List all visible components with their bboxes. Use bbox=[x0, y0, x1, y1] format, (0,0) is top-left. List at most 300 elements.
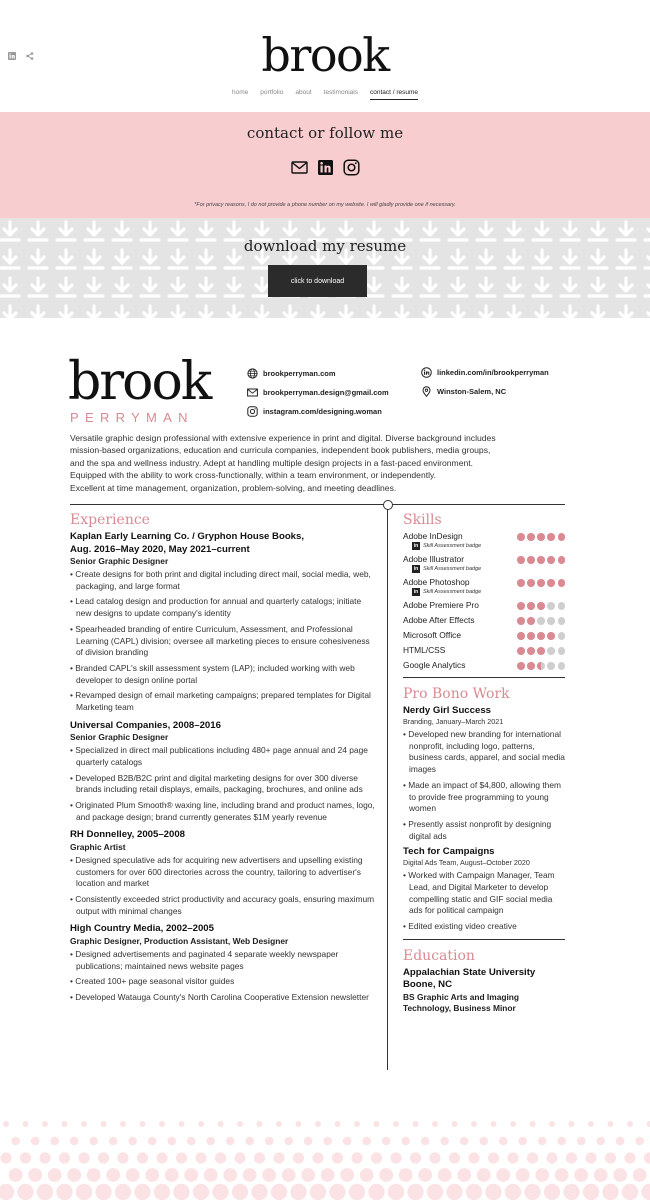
footer-dot bbox=[471, 1121, 477, 1127]
footer-dot bbox=[37, 1184, 53, 1200]
footer-dot bbox=[449, 1152, 460, 1163]
footer-dot bbox=[569, 1121, 575, 1127]
footer-dot bbox=[134, 1184, 150, 1200]
footer-dot bbox=[585, 1152, 596, 1163]
arrow-down-icon bbox=[421, 278, 439, 296]
footer-dot bbox=[11, 1137, 20, 1146]
contact-section bbox=[0, 112, 650, 218]
footer-dot bbox=[223, 1168, 237, 1182]
arrow-down-icon bbox=[309, 306, 327, 318]
arrow-down-icon bbox=[113, 306, 131, 318]
arrow-down-icon bbox=[477, 278, 495, 296]
job-bullet: • Developed B2B/B2C print and digital marketing designs for over 300 diverse brands including retail displays, emails, packaging, brochures, and online ads bbox=[70, 773, 378, 796]
footer-dot bbox=[421, 1137, 430, 1146]
linkedin-badge-icon: in bbox=[413, 589, 419, 595]
footer-dot bbox=[530, 1121, 536, 1127]
footer-dot bbox=[518, 1137, 527, 1146]
footer-dot bbox=[516, 1168, 530, 1182]
arrow-down-icon bbox=[29, 306, 47, 318]
job-entry bbox=[70, 720, 378, 824]
footer-dot bbox=[362, 1137, 371, 1146]
job-role: Graphic Artist bbox=[70, 841, 126, 852]
footer-dot bbox=[538, 1137, 547, 1146]
arrow-down-icon bbox=[225, 278, 243, 296]
footer-dot bbox=[257, 1121, 263, 1127]
education-degree: Technology, Business Minor bbox=[403, 1003, 516, 1014]
footer-dot bbox=[0, 1152, 11, 1163]
download-resume-button[interactable]: click to download bbox=[268, 265, 367, 297]
rating-dot bbox=[547, 533, 555, 541]
footer-dot bbox=[563, 1184, 579, 1200]
rating-dot bbox=[527, 617, 535, 625]
footer-dot bbox=[452, 1121, 458, 1127]
rating-dot bbox=[558, 647, 566, 655]
footer-dot bbox=[349, 1184, 365, 1200]
footer-dot bbox=[140, 1121, 146, 1127]
footer-dot bbox=[485, 1184, 501, 1200]
contact-website[interactable] bbox=[247, 368, 336, 379]
footer-dot bbox=[89, 1137, 98, 1146]
linkedin-icon[interactable] bbox=[317, 159, 334, 176]
email-icon[interactable] bbox=[291, 159, 308, 176]
resume-document bbox=[0, 318, 650, 1118]
footer-dot bbox=[198, 1121, 204, 1127]
arrow-down-icon bbox=[449, 306, 467, 318]
arrow-down-icon bbox=[645, 306, 650, 318]
contact-email[interactable] bbox=[247, 387, 389, 398]
footer-dot bbox=[457, 1168, 471, 1182]
footer-dot bbox=[557, 1137, 566, 1146]
footer-dot bbox=[399, 1168, 413, 1182]
rating-dot bbox=[558, 533, 566, 541]
linkedin-badge-icon: in bbox=[413, 543, 419, 549]
nav-testimonials[interactable]: testimonials bbox=[323, 89, 358, 96]
skill-badge-text: Skill Assessment badge bbox=[423, 543, 482, 549]
rating-dot bbox=[527, 632, 535, 640]
footer-dot bbox=[535, 1168, 549, 1182]
map-pin-icon bbox=[421, 386, 432, 397]
rating-dot bbox=[537, 662, 545, 670]
skill-rating bbox=[517, 600, 565, 610]
footer-dot bbox=[312, 1152, 323, 1163]
skill-rating bbox=[517, 554, 565, 564]
footer-dot bbox=[588, 1121, 594, 1127]
footer-dot bbox=[179, 1121, 185, 1127]
skill-row bbox=[403, 630, 565, 641]
job-entry bbox=[70, 531, 378, 714]
footer-dot bbox=[524, 1184, 540, 1200]
probono-meta: Digital Ads Team, August–October 2020 bbox=[403, 858, 530, 868]
footer-dot bbox=[382, 1137, 391, 1146]
job-bullet: • Branded CAPL's skill assessment system (LAP); included working with web developer to design online portal bbox=[70, 663, 378, 686]
footer-dot bbox=[468, 1152, 479, 1163]
footer-dot bbox=[176, 1152, 187, 1163]
footer-dot bbox=[262, 1168, 276, 1182]
footer-dot bbox=[9, 1168, 23, 1182]
footer-dot bbox=[195, 1152, 206, 1163]
footer-dot bbox=[167, 1137, 176, 1146]
footer-dot bbox=[354, 1121, 360, 1127]
arrow-down-icon bbox=[113, 278, 131, 296]
nav-portfolio[interactable]: portfolio bbox=[260, 89, 284, 96]
skill-rating bbox=[517, 577, 565, 587]
footer-dot bbox=[496, 1168, 510, 1182]
arrow-down-icon bbox=[29, 278, 47, 296]
skill-name: Adobe Photoshop bbox=[403, 577, 470, 587]
footer-dot bbox=[594, 1168, 608, 1182]
rating-dot bbox=[527, 602, 535, 610]
nav-contact-resume[interactable]: contact / resume bbox=[370, 89, 418, 100]
probono-bullet: • Developed new branding for international nonprofit, including logo, patterns, business cards, apparel, and social media images bbox=[403, 729, 565, 776]
footer-dot bbox=[117, 1152, 128, 1163]
download-heading: download my resume bbox=[243, 237, 407, 255]
footer-dot bbox=[234, 1152, 245, 1163]
probono-bullet: • Edited existing video creative bbox=[403, 921, 565, 933]
section-divider bbox=[403, 677, 565, 678]
privacy-note: *For privacy reasons, I do not provide a phone number on my website. I will gladly provide one if necessary. bbox=[194, 202, 456, 208]
footer-dot bbox=[70, 1137, 79, 1146]
footer-dot bbox=[128, 1137, 137, 1146]
arrow-down-icon bbox=[449, 278, 467, 296]
probono-meta: Branding, January–March 2021 bbox=[403, 717, 504, 726]
download-section bbox=[0, 218, 650, 318]
footer-dot bbox=[23, 1121, 29, 1127]
resume-first-name: brook bbox=[68, 352, 211, 412]
experience-column bbox=[70, 512, 378, 1010]
summary-line: Equipped with the ability to work cross-functionally, within a team environment, or independently. bbox=[70, 470, 437, 481]
footer-dot bbox=[368, 1184, 384, 1200]
job-bullet: • Create designs for both print and digital including direct mail, social media, web, packaging, and large format bbox=[70, 569, 378, 592]
footer-dot bbox=[335, 1121, 341, 1127]
footer-dot bbox=[401, 1137, 410, 1146]
rating-dot bbox=[558, 662, 566, 670]
footer-dot bbox=[360, 1168, 374, 1182]
footer-dot bbox=[596, 1137, 605, 1146]
summary-line: Excellent at time management, organization, problem-solving, and meeting deadlines. bbox=[70, 482, 397, 493]
rating-dot bbox=[547, 632, 555, 640]
footer-dot bbox=[184, 1168, 198, 1182]
arrow-down-icon bbox=[561, 278, 579, 296]
footer-dot bbox=[282, 1168, 296, 1182]
divider-vertical bbox=[387, 504, 388, 1070]
footer-dot bbox=[48, 1168, 62, 1182]
footer-dot bbox=[78, 1152, 89, 1163]
rating-dot bbox=[527, 556, 535, 564]
arrow-down-icon bbox=[617, 306, 635, 318]
job-role: Senior Graphic Designer bbox=[70, 732, 169, 743]
arrow-down-icon bbox=[421, 306, 439, 318]
footer-dot bbox=[329, 1184, 345, 1200]
footer-dot bbox=[42, 1121, 48, 1127]
footer-dot bbox=[622, 1184, 638, 1200]
footer-dot bbox=[237, 1121, 243, 1127]
site-logo[interactable]: brook bbox=[261, 28, 389, 82]
rating-dot bbox=[517, 602, 525, 610]
skill-badge bbox=[412, 542, 565, 550]
footer-dot bbox=[251, 1184, 267, 1200]
contact-instagram[interactable] bbox=[247, 406, 382, 417]
footer-dot bbox=[218, 1121, 224, 1127]
arrow-down-icon bbox=[141, 306, 159, 318]
footer-dot bbox=[374, 1121, 380, 1127]
footer-dot bbox=[340, 1168, 354, 1182]
footer-dot bbox=[427, 1184, 443, 1200]
footer-dot bbox=[321, 1168, 335, 1182]
rating-dot bbox=[527, 647, 535, 655]
arrow-down-icon bbox=[365, 306, 383, 318]
footer-dot bbox=[479, 1137, 488, 1146]
summary-line: and the spa and wellness industry. Adept at handling multiple design projects in a fast-paced environment. bbox=[70, 457, 474, 468]
footer-dot bbox=[351, 1152, 362, 1163]
footer-dot bbox=[332, 1152, 343, 1163]
footer-dot bbox=[432, 1121, 438, 1127]
skill-rating bbox=[517, 660, 565, 670]
footer-dot bbox=[527, 1152, 538, 1163]
rating-dot bbox=[558, 617, 566, 625]
skill-badge bbox=[412, 565, 565, 573]
resume-last-name: PERRYMAN bbox=[70, 410, 194, 425]
skill-row bbox=[403, 615, 565, 626]
summary-line: Versatile graphic design professional with extensive experience in print and digital. Diverse background includes bbox=[70, 433, 496, 443]
footer-dot bbox=[602, 1184, 618, 1200]
skill-row bbox=[403, 660, 565, 671]
rating-dot bbox=[537, 602, 545, 610]
job-bullet: • Designed advertisements and paginated 4 separate weekly newspaper publications; maintained news website pages bbox=[70, 949, 378, 972]
footer-dot bbox=[608, 1121, 614, 1127]
footer-dot bbox=[145, 1168, 159, 1182]
education-school: Appalachian State University bbox=[403, 966, 536, 978]
email-icon bbox=[247, 387, 258, 398]
rating-dot bbox=[537, 632, 545, 640]
linkedin-badge-icon: in bbox=[413, 566, 419, 572]
footer-dot bbox=[39, 1152, 50, 1163]
arrow-down-icon bbox=[561, 306, 579, 318]
footer-dot bbox=[371, 1152, 382, 1163]
email-text: brookperryman.design@gmail.com bbox=[263, 388, 389, 397]
footer-dot bbox=[87, 1168, 101, 1182]
arrow-down-icon bbox=[337, 306, 355, 318]
skill-name: Adobe Premiere Pro bbox=[403, 600, 479, 610]
footer-dot bbox=[159, 1121, 165, 1127]
linkedin-icon bbox=[421, 367, 432, 378]
footer-dot bbox=[438, 1168, 452, 1182]
footer-dot bbox=[56, 1184, 72, 1200]
footer-dot bbox=[460, 1137, 469, 1146]
probono-entry bbox=[403, 846, 565, 933]
probono-entry bbox=[403, 705, 565, 842]
rating-dot bbox=[547, 556, 555, 564]
footer-dot bbox=[583, 1184, 599, 1200]
job-role: Senior Graphic Designer bbox=[70, 556, 169, 566]
rating-dot bbox=[537, 617, 545, 625]
footer-dot bbox=[613, 1168, 627, 1182]
arrow-down-icon bbox=[253, 306, 271, 318]
probono-bullet: • Made an impact of $4,800, allowing them to provide free programming to young women bbox=[403, 780, 565, 815]
arrow-down-icon bbox=[57, 306, 75, 318]
arrow-down-icon bbox=[281, 306, 299, 318]
footer-dot bbox=[499, 1137, 508, 1146]
nav-about[interactable]: about bbox=[295, 89, 312, 96]
footer-dot bbox=[206, 1137, 215, 1146]
rating-dot bbox=[517, 647, 525, 655]
rating-dot bbox=[537, 579, 545, 587]
arrow-down-icon bbox=[365, 278, 383, 296]
footer-dot bbox=[284, 1137, 293, 1146]
arrow-down-icon bbox=[645, 278, 650, 296]
footer-dot bbox=[20, 1152, 31, 1163]
footer-dot bbox=[477, 1168, 491, 1182]
footer-dot bbox=[574, 1168, 588, 1182]
footer-dot bbox=[466, 1184, 482, 1200]
footer-dot bbox=[440, 1137, 449, 1146]
section-divider bbox=[403, 939, 565, 940]
skill-name: Adobe Illustrator bbox=[403, 554, 464, 564]
footer-dot bbox=[115, 1184, 131, 1200]
footer-dot bbox=[616, 1137, 625, 1146]
footer-dot bbox=[507, 1152, 518, 1163]
rating-dot bbox=[537, 647, 545, 655]
job-company: Kaplan Early Learning Co. / Gryphon House Books, bbox=[70, 531, 305, 542]
footer-dot bbox=[156, 1152, 167, 1163]
footer-dot bbox=[505, 1184, 521, 1200]
instagram-text: instagram.com/designing.woman bbox=[263, 407, 382, 416]
skill-row bbox=[403, 600, 565, 611]
arrow-down-icon bbox=[533, 278, 551, 296]
job-entry bbox=[70, 923, 378, 1003]
job-company: High Country Media, 2002–2005 bbox=[70, 923, 214, 935]
footer-dot bbox=[605, 1152, 616, 1163]
job-role: Graphic Designer, Production Assistant, Web Designer bbox=[70, 935, 289, 946]
arrow-down-icon bbox=[505, 278, 523, 296]
resume-summary bbox=[70, 432, 570, 494]
footer-dot bbox=[62, 1121, 68, 1127]
footer-dot bbox=[488, 1152, 499, 1163]
arrow-down-icon bbox=[477, 306, 495, 318]
footer-dot bbox=[644, 1152, 650, 1163]
footer-dot bbox=[106, 1168, 120, 1182]
contact-heading: contact or follow me bbox=[246, 124, 404, 142]
arrow-down-icon bbox=[505, 306, 523, 318]
rating-dot bbox=[547, 617, 555, 625]
skill-row bbox=[403, 577, 565, 596]
footer-dot bbox=[641, 1184, 650, 1200]
experience-title: Experience bbox=[70, 512, 150, 528]
arrow-down-icon bbox=[197, 278, 215, 296]
divider-node bbox=[383, 500, 393, 510]
job-bullet: • Consistently exceeded strict productivity and accuracy goals, ensuring maximum output with minimal changes bbox=[70, 894, 378, 917]
job-bullet: • Specialized in direct mail publications including 480+ page annual and 24 page quarterly catalogs bbox=[70, 745, 378, 768]
globe-icon bbox=[247, 368, 258, 379]
footer-dot bbox=[204, 1168, 218, 1182]
arrow-down-icon bbox=[57, 278, 75, 296]
nav-home[interactable]: home bbox=[231, 89, 249, 96]
skill-badge bbox=[412, 588, 565, 596]
footer-dot bbox=[126, 1168, 140, 1182]
instagram-icon bbox=[247, 406, 258, 417]
rating-dot bbox=[537, 556, 545, 564]
skills-title: Skills bbox=[403, 512, 442, 528]
instagram-icon[interactable] bbox=[343, 159, 360, 176]
arrow-down-icon bbox=[589, 306, 607, 318]
skill-badge-text: Skill Assessment badge bbox=[423, 566, 482, 572]
skill-rating bbox=[517, 531, 565, 541]
location-text: Winston-Salem, NC bbox=[437, 387, 507, 396]
summary-line: mission-based organizations, education and curricula companies, independent book publishers, media groups, bbox=[70, 445, 491, 456]
footer-dot bbox=[81, 1121, 87, 1127]
arrow-down-icon bbox=[197, 306, 215, 318]
arrow-down-icon bbox=[533, 306, 551, 318]
footer-dot bbox=[343, 1137, 352, 1146]
footer-dot bbox=[555, 1168, 569, 1182]
rating-dot bbox=[558, 632, 566, 640]
footer-dot bbox=[109, 1137, 118, 1146]
skill-name: Google Analytics bbox=[403, 660, 466, 670]
footer-dot bbox=[315, 1121, 321, 1127]
arrow-down-icon bbox=[169, 278, 187, 296]
footer-dot bbox=[446, 1184, 462, 1200]
job-bullet: • Revamped design of email marketing campaigns; prepared templates for Digital Marketing team bbox=[70, 690, 378, 713]
footer-dot bbox=[95, 1184, 111, 1200]
arrow-down-icon bbox=[589, 278, 607, 296]
skill-badge-text: Skill Assessment badge bbox=[423, 589, 482, 595]
footer-dot bbox=[577, 1137, 586, 1146]
rating-dot bbox=[517, 632, 525, 640]
rating-dot bbox=[527, 579, 535, 587]
contact-location bbox=[421, 386, 506, 397]
job-bullet: • Originated Plum Smooth® waxing line, including brand and product names, logo, and package design; brand currently generates $1M yearly revenue bbox=[70, 800, 378, 823]
footer-dot bbox=[98, 1152, 109, 1163]
footer-dot bbox=[245, 1137, 254, 1146]
footer-dot bbox=[215, 1152, 226, 1163]
footer-dot bbox=[120, 1121, 126, 1127]
footer-dot bbox=[17, 1184, 33, 1200]
footer-dot bbox=[413, 1121, 419, 1127]
footer-dot bbox=[388, 1184, 404, 1200]
education-location: Boone, NC bbox=[403, 979, 453, 991]
rating-dot bbox=[517, 556, 525, 564]
footer-dot bbox=[379, 1168, 393, 1182]
skill-rating bbox=[517, 615, 565, 625]
linkedin-text: linkedin.com/in/brookperryman bbox=[437, 368, 549, 377]
footer-dot bbox=[635, 1137, 644, 1146]
job-bullet: • Lead catalog design and production for annual and quarterly catalogs; initiate new designs to update company's identity bbox=[70, 596, 378, 619]
job-bullet: • Spearheaded branding of entire Curriculum, Assessment, and Professional Learning (CAPL) division; oversee all marketing pieces to ensure cohesiveness of division branding bbox=[70, 624, 378, 659]
footer-dot bbox=[101, 1121, 107, 1127]
job-bullet: • Designed speculative ads for acquiring new advertisers and upselling existing customers for over 600 directories across the country, tailoring to advertiser's location and market bbox=[70, 855, 378, 890]
footer-dot bbox=[491, 1121, 497, 1127]
footer-dot bbox=[410, 1152, 421, 1163]
footer-dot bbox=[187, 1137, 196, 1146]
footer-dot bbox=[627, 1121, 633, 1127]
job-bullet: • Developed Watauga County's North Carolina Cooperative Extension newsletter bbox=[70, 992, 378, 1004]
footer-dot bbox=[212, 1184, 228, 1200]
rating-dot bbox=[517, 662, 525, 670]
footer-dot bbox=[271, 1184, 287, 1200]
footer-dot bbox=[301, 1168, 315, 1182]
skill-row bbox=[403, 554, 565, 573]
footer-dot bbox=[293, 1152, 304, 1163]
footer-dot bbox=[148, 1137, 157, 1146]
rating-dot bbox=[558, 602, 566, 610]
skill-name: HTML/CSS bbox=[403, 645, 446, 655]
footer-dot bbox=[165, 1168, 179, 1182]
footer-dot bbox=[3, 1121, 9, 1127]
footer-dot bbox=[154, 1184, 170, 1200]
footer-dot bbox=[50, 1137, 59, 1146]
contact-linkedin[interactable] bbox=[421, 367, 549, 378]
arrow-down-icon bbox=[1, 306, 19, 318]
skill-rating bbox=[517, 645, 565, 655]
